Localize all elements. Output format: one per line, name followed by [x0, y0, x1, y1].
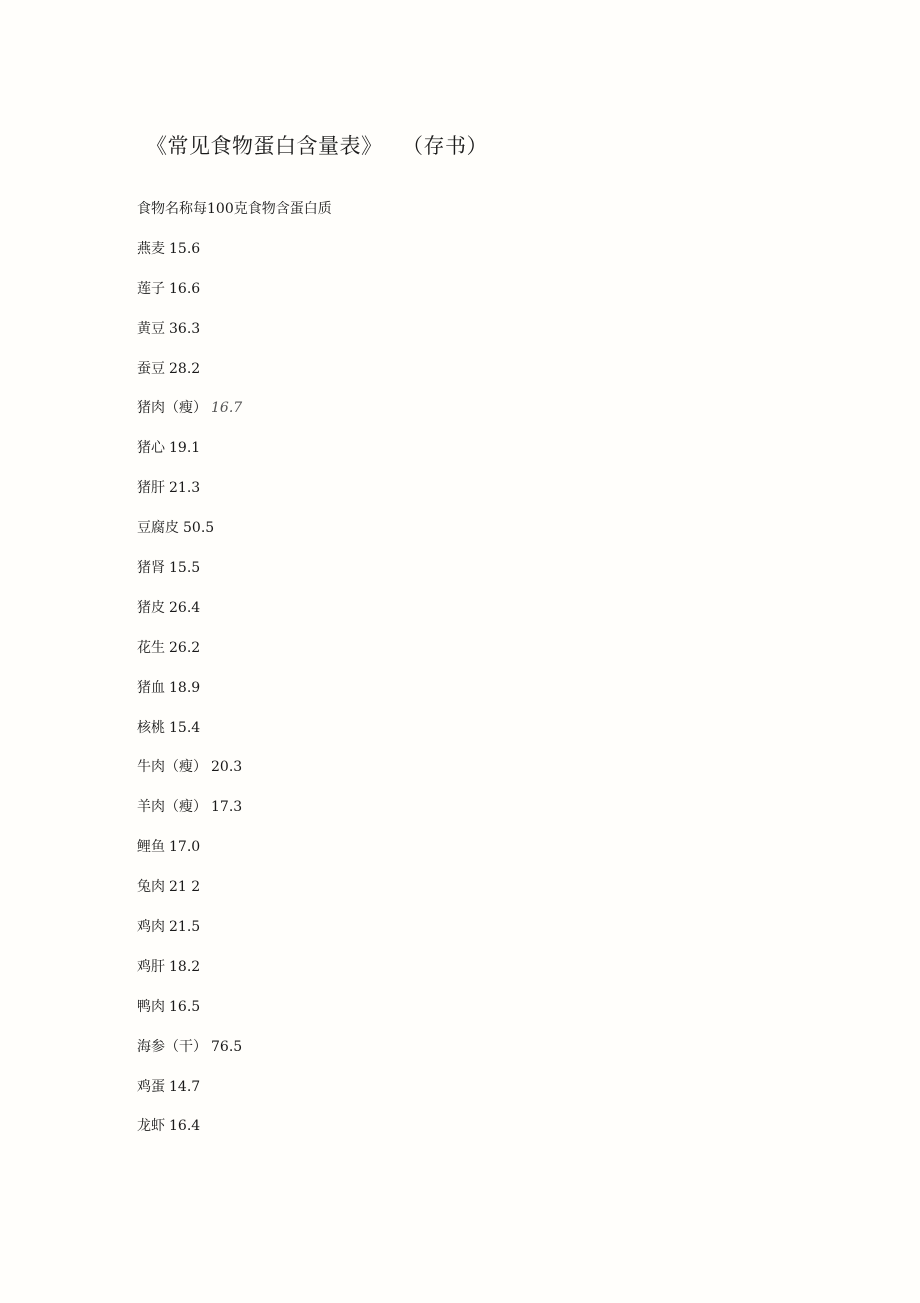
title-note: （存书）: [412, 134, 488, 158]
protein-value: 15.4: [169, 719, 201, 736]
title-text: 《常见食物蛋白含量表》: [146, 134, 383, 158]
table-row: [137, 955, 332, 995]
protein-value: 21 2: [169, 879, 201, 896]
table-row: [137, 277, 332, 317]
food-name: 猪心: [137, 440, 165, 457]
table-row: [137, 317, 332, 357]
protein-value: 17.3: [211, 799, 243, 816]
food-name: 羊肉（瘦）: [137, 799, 207, 816]
protein-value: 15.6: [169, 240, 201, 257]
table-row: [137, 755, 332, 795]
protein-value: 20.3: [211, 759, 243, 776]
protein-value: 18.2: [169, 958, 201, 975]
page-title: [146, 131, 488, 161]
protein-value: 16.4: [169, 1118, 201, 1135]
protein-value: 50.5: [183, 520, 215, 537]
table-row: [137, 357, 332, 397]
food-name: 鲤鱼: [137, 839, 165, 856]
table-row: [137, 556, 332, 596]
food-name: 龙虾: [137, 1118, 165, 1135]
table-row: [137, 436, 332, 476]
protein-value: 18.9: [169, 679, 201, 696]
protein-value: 26.2: [169, 639, 201, 656]
protein-value: 28.2: [169, 360, 201, 377]
food-name: 燕麦: [137, 240, 165, 257]
table-row: [137, 636, 332, 676]
protein-value: 26.4: [169, 599, 201, 616]
food-name: 莲子: [137, 280, 165, 297]
table-row: [137, 1075, 332, 1115]
protein-value: 19.1: [169, 440, 201, 457]
table-row: [137, 237, 332, 277]
food-name: 蚕豆: [137, 360, 165, 377]
food-name: 黄豆: [137, 320, 165, 337]
table-row: [137, 516, 332, 556]
food-name: 核桃: [137, 719, 165, 736]
table-row: [137, 835, 332, 875]
protein-value: 16.6: [169, 280, 201, 297]
protein-value: 16.7: [211, 400, 243, 417]
table-row: [137, 915, 332, 955]
protein-table: [137, 197, 332, 1154]
table-header: 食物名称每100克食物含蛋白质: [137, 201, 332, 217]
table-row: [137, 396, 332, 436]
food-name: 鸡蛋: [137, 1078, 165, 1095]
protein-value: 14.7: [169, 1078, 201, 1095]
protein-value: 17.0: [169, 839, 201, 856]
table-row: [137, 476, 332, 516]
food-name: 兔肉: [137, 879, 165, 896]
protein-value: 76.5: [211, 1038, 243, 1055]
table-row: [137, 716, 332, 756]
food-name: 花生: [137, 639, 165, 656]
food-name: 海参（干）: [137, 1038, 207, 1055]
protein-value: 15.5: [169, 560, 201, 577]
protein-value: 21.5: [169, 919, 201, 936]
table-row: [137, 1114, 332, 1154]
food-name: 猪肝: [137, 480, 165, 497]
table-row: [137, 596, 332, 636]
table-row: [137, 875, 332, 915]
food-name: 鸭肉: [137, 998, 165, 1015]
food-name: 猪肾: [137, 560, 165, 577]
food-name: 牛肉（瘦）: [137, 759, 207, 776]
food-name: 猪血: [137, 679, 165, 696]
food-name: 猪肉（瘦）: [137, 400, 207, 417]
food-name: 猪皮: [137, 599, 165, 616]
table-row: [137, 676, 332, 716]
protein-value: 16.5: [169, 998, 201, 1015]
food-name: 豆腐皮: [137, 520, 179, 537]
protein-value: 21.3: [169, 480, 201, 497]
protein-value: 36.3: [169, 320, 201, 337]
table-row: [137, 795, 332, 835]
food-name: 鸡肉: [137, 919, 165, 936]
food-name: 鸡肝: [137, 958, 165, 975]
table-row: [137, 995, 332, 1035]
table-row: [137, 1035, 332, 1075]
